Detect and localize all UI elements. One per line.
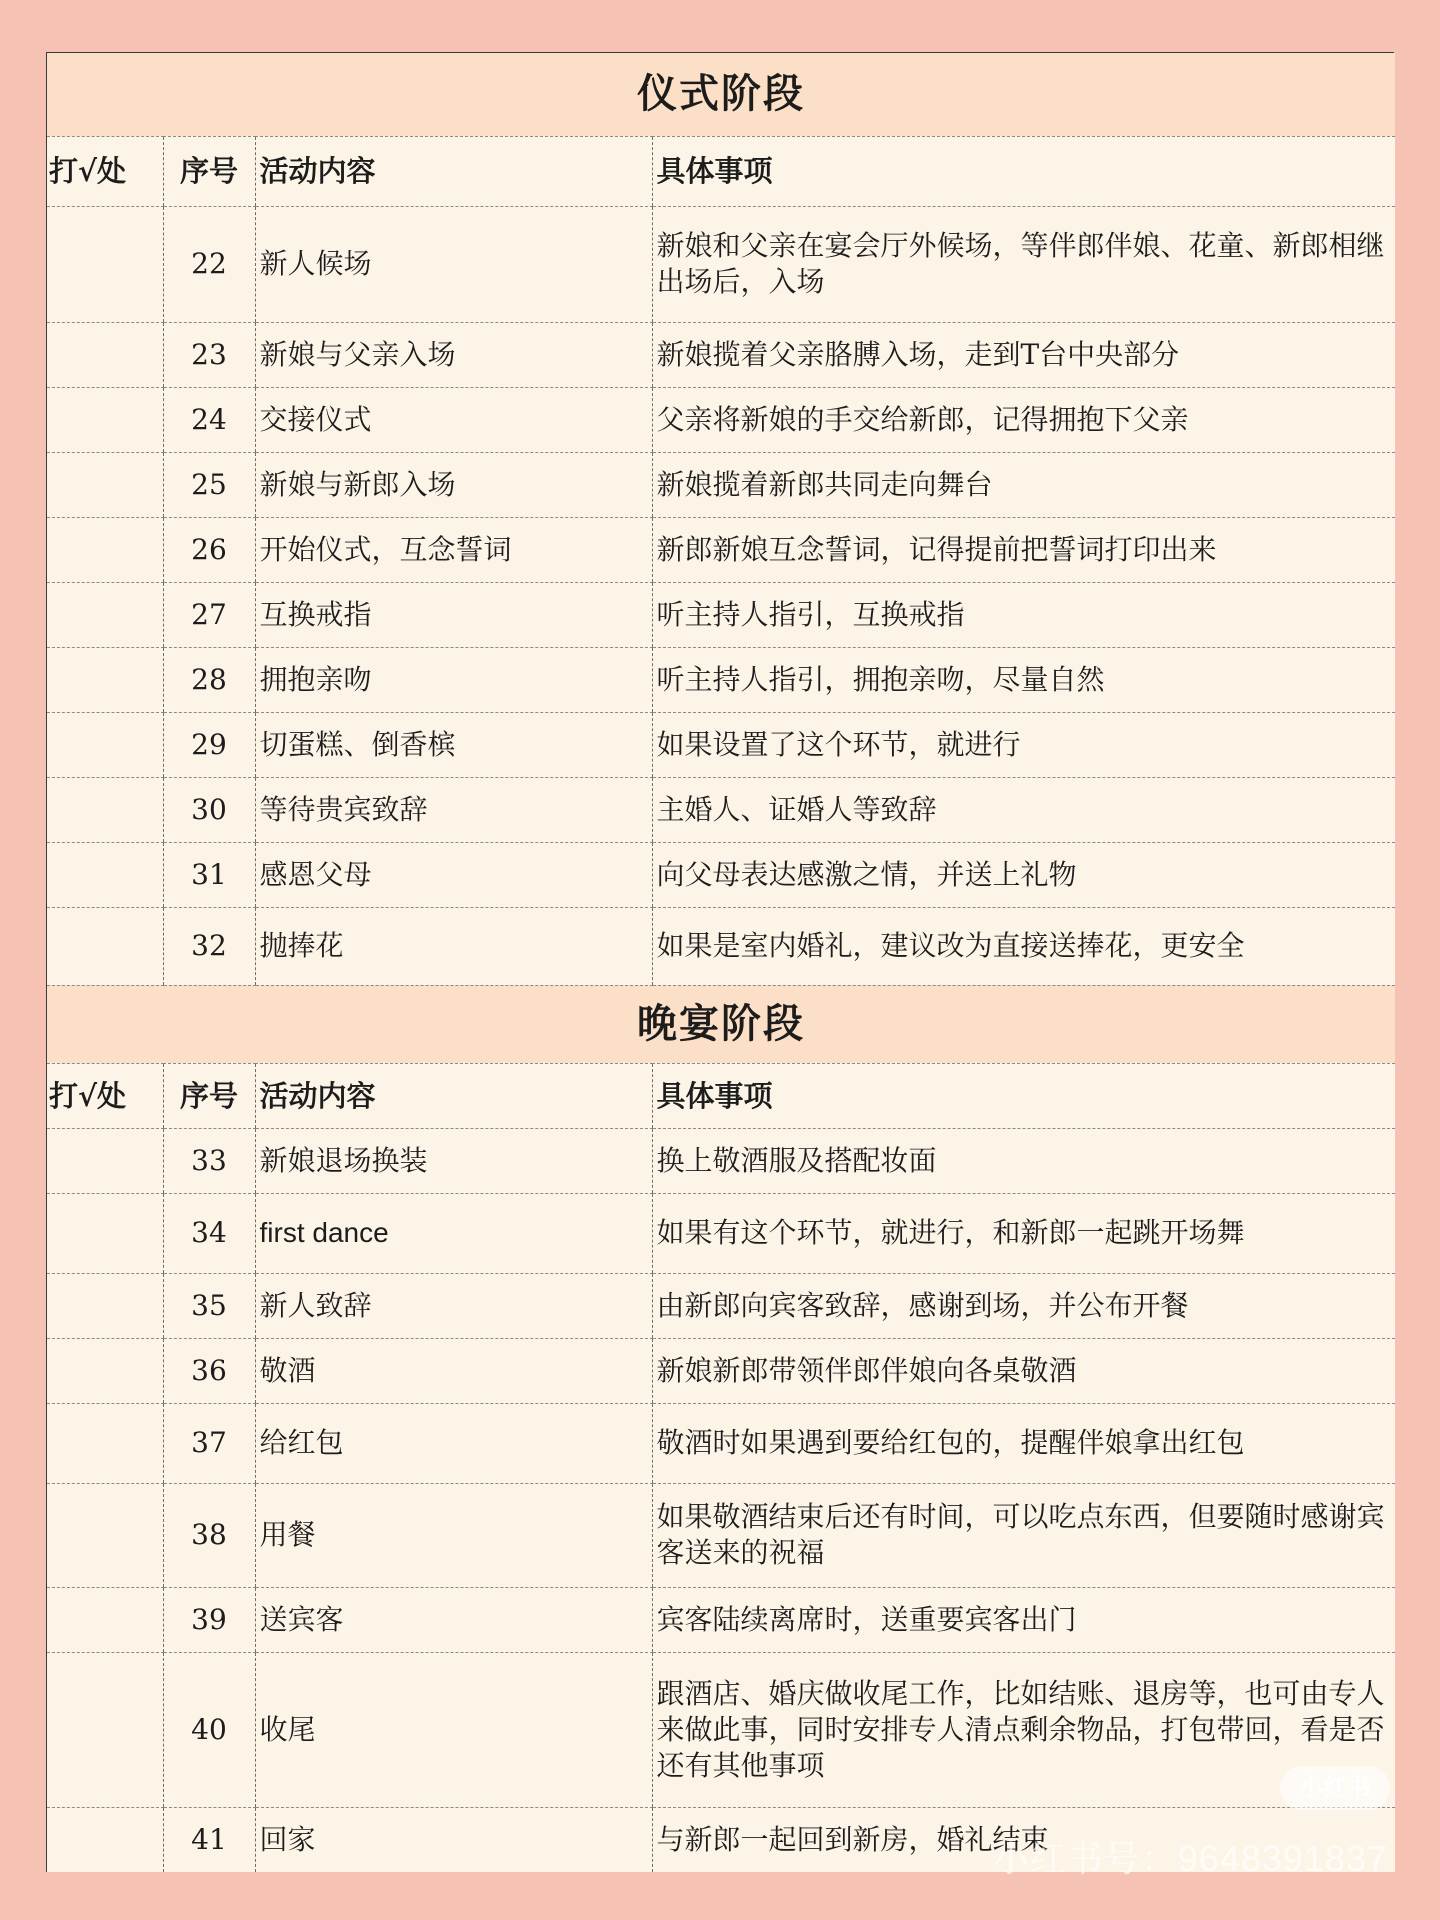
row-details: 父亲将新娘的手交给新郎，记得拥抱下父亲 — [652, 387, 1395, 452]
row-number: 40 — [163, 1652, 255, 1807]
row-details: 如果敬酒结束后还有时间，可以吃点东西，但要随时感谢宾客送来的祝福 — [652, 1483, 1395, 1587]
row-activity: 切蛋糕、倒香槟 — [255, 712, 652, 777]
row-activity: 等待贵宾致辞 — [255, 777, 652, 842]
check-cell[interactable] — [47, 1483, 163, 1587]
table-row — [47, 1403, 1395, 1483]
row-activity: 新娘与父亲入场 — [255, 322, 652, 387]
check-cell[interactable] — [47, 907, 163, 985]
section-header-ceremony — [47, 53, 1395, 136]
row-number: 34 — [163, 1193, 255, 1273]
row-number: 24 — [163, 387, 255, 452]
row-details: 新娘和父亲在宴会厅外候场，等伴郎伴娘、花童、新郎相继出场后，入场 — [652, 206, 1395, 322]
table-row — [47, 1652, 1395, 1807]
table-row — [47, 1273, 1395, 1338]
row-activity: 给红包 — [255, 1403, 652, 1483]
table-row — [47, 842, 1395, 907]
table-row — [47, 206, 1395, 322]
check-cell[interactable] — [47, 777, 163, 842]
table-row — [47, 1338, 1395, 1403]
table-row — [47, 712, 1395, 777]
table-row — [47, 907, 1395, 985]
check-cell[interactable] — [47, 452, 163, 517]
row-activity: 新娘退场换装 — [255, 1128, 652, 1193]
checklist-table — [47, 53, 1395, 1872]
row-number: 29 — [163, 712, 255, 777]
row-number: 30 — [163, 777, 255, 842]
check-cell[interactable] — [47, 206, 163, 322]
row-number: 26 — [163, 517, 255, 582]
row-activity: 新人候场 — [255, 206, 652, 322]
column-header-row — [47, 136, 1395, 206]
row-activity: 用餐 — [255, 1483, 652, 1587]
table-row — [47, 647, 1395, 712]
row-number: 32 — [163, 907, 255, 985]
row-activity: 回家 — [255, 1807, 652, 1872]
row-details: 听主持人指引，拥抱亲吻，尽量自然 — [652, 647, 1395, 712]
row-number: 36 — [163, 1338, 255, 1403]
row-details: 宾客陆续离席时，送重要宾客出门 — [652, 1587, 1395, 1652]
row-number: 23 — [163, 322, 255, 387]
watermark-logo: 小红书 — [1280, 1766, 1390, 1810]
row-activity: 抛捧花 — [255, 907, 652, 985]
row-number: 38 — [163, 1483, 255, 1587]
header-details: 具体事项 — [652, 1063, 1395, 1128]
row-details: 由新郎向宾客致辞，感谢到场，并公布开餐 — [652, 1273, 1395, 1338]
check-cell[interactable] — [47, 322, 163, 387]
check-cell[interactable] — [47, 1128, 163, 1193]
row-activity: 敬酒 — [255, 1338, 652, 1403]
table-row — [47, 387, 1395, 452]
row-details: 与新郎一起回到新房，婚礼结束 — [652, 1807, 1395, 1872]
check-cell[interactable] — [47, 712, 163, 777]
table-row — [47, 452, 1395, 517]
row-activity: 收尾 — [255, 1652, 652, 1807]
row-details: 新娘新郎带领伴郎伴娘向各桌敬酒 — [652, 1338, 1395, 1403]
row-details: 换上敬酒服及搭配妆面 — [652, 1128, 1395, 1193]
check-cell[interactable] — [47, 1338, 163, 1403]
check-cell[interactable] — [47, 582, 163, 647]
table-row — [47, 517, 1395, 582]
row-activity: 交接仪式 — [255, 387, 652, 452]
header-check: 打√处 — [47, 136, 163, 206]
row-number: 37 — [163, 1403, 255, 1483]
check-cell[interactable] — [47, 1273, 163, 1338]
row-details: 如果是室内婚礼，建议改为直接送捧花，更安全 — [652, 907, 1395, 985]
row-details: 主婚人、证婚人等致辞 — [652, 777, 1395, 842]
row-number: 22 — [163, 206, 255, 322]
row-activity: 互换戒指 — [255, 582, 652, 647]
row-activity: 感恩父母 — [255, 842, 652, 907]
header-number: 序号 — [163, 1063, 255, 1128]
row-number: 35 — [163, 1273, 255, 1338]
column-header-row — [47, 1063, 1395, 1128]
table-row — [47, 582, 1395, 647]
row-details: 新郎新娘互念誓词，记得提前把誓词打印出来 — [652, 517, 1395, 582]
row-number: 39 — [163, 1587, 255, 1652]
table-row — [47, 777, 1395, 842]
row-details: 新娘揽着父亲胳膊入场，走到T台中央部分 — [652, 322, 1395, 387]
row-activity: 新娘与新郎入场 — [255, 452, 652, 517]
row-details: 跟酒店、婚庆做收尾工作，比如结账、退房等，也可由专人来做此事，同时安排专人清点剩余物品，打包带回，看是否还有其他事项 — [652, 1652, 1395, 1807]
row-number: 41 — [163, 1807, 255, 1872]
row-activity: 新人致辞 — [255, 1273, 652, 1338]
row-details: 向父母表达感激之情，并送上礼物 — [652, 842, 1395, 907]
row-details: 如果设置了这个环节，就进行 — [652, 712, 1395, 777]
check-cell[interactable] — [47, 1587, 163, 1652]
row-number: 27 — [163, 582, 255, 647]
check-cell[interactable] — [47, 387, 163, 452]
section-title: 仪式阶段 — [47, 53, 1395, 136]
row-details: 敬酒时如果遇到要给红包的，提醒伴娘拿出红包 — [652, 1403, 1395, 1483]
table-row — [47, 1128, 1395, 1193]
check-cell[interactable] — [47, 517, 163, 582]
check-cell[interactable] — [47, 842, 163, 907]
row-activity: first dance — [255, 1193, 652, 1273]
row-activity: 拥抱亲吻 — [255, 647, 652, 712]
checklist-sheet — [46, 52, 1394, 1872]
check-cell[interactable] — [47, 647, 163, 712]
header-check: 打√处 — [47, 1063, 163, 1128]
table-row — [47, 1483, 1395, 1587]
row-number: 33 — [163, 1128, 255, 1193]
row-number: 25 — [163, 452, 255, 517]
table-row — [47, 1193, 1395, 1273]
section-title: 晚宴阶段 — [47, 985, 1395, 1063]
row-activity: 送宾客 — [255, 1587, 652, 1652]
header-number: 序号 — [163, 136, 255, 206]
row-details: 听主持人指引，互换戒指 — [652, 582, 1395, 647]
table-row — [47, 1587, 1395, 1652]
section-header-banquet — [47, 985, 1395, 1063]
check-cell[interactable] — [47, 1807, 163, 1872]
row-number: 28 — [163, 647, 255, 712]
check-cell[interactable] — [47, 1403, 163, 1483]
check-cell[interactable] — [47, 1652, 163, 1807]
header-activity: 活动内容 — [255, 136, 652, 206]
header-activity: 活动内容 — [255, 1063, 652, 1128]
row-details: 新娘揽着新郎共同走向舞台 — [652, 452, 1395, 517]
row-activity: 开始仪式，互念誓词 — [255, 517, 652, 582]
header-details: 具体事项 — [652, 136, 1395, 206]
table-row — [47, 322, 1395, 387]
row-number: 31 — [163, 842, 255, 907]
watermark-text: 小红书号：9648391837 — [992, 1838, 1388, 1879]
check-cell[interactable] — [47, 1193, 163, 1273]
row-details: 如果有这个环节，就进行，和新郎一起跳开场舞 — [652, 1193, 1395, 1273]
